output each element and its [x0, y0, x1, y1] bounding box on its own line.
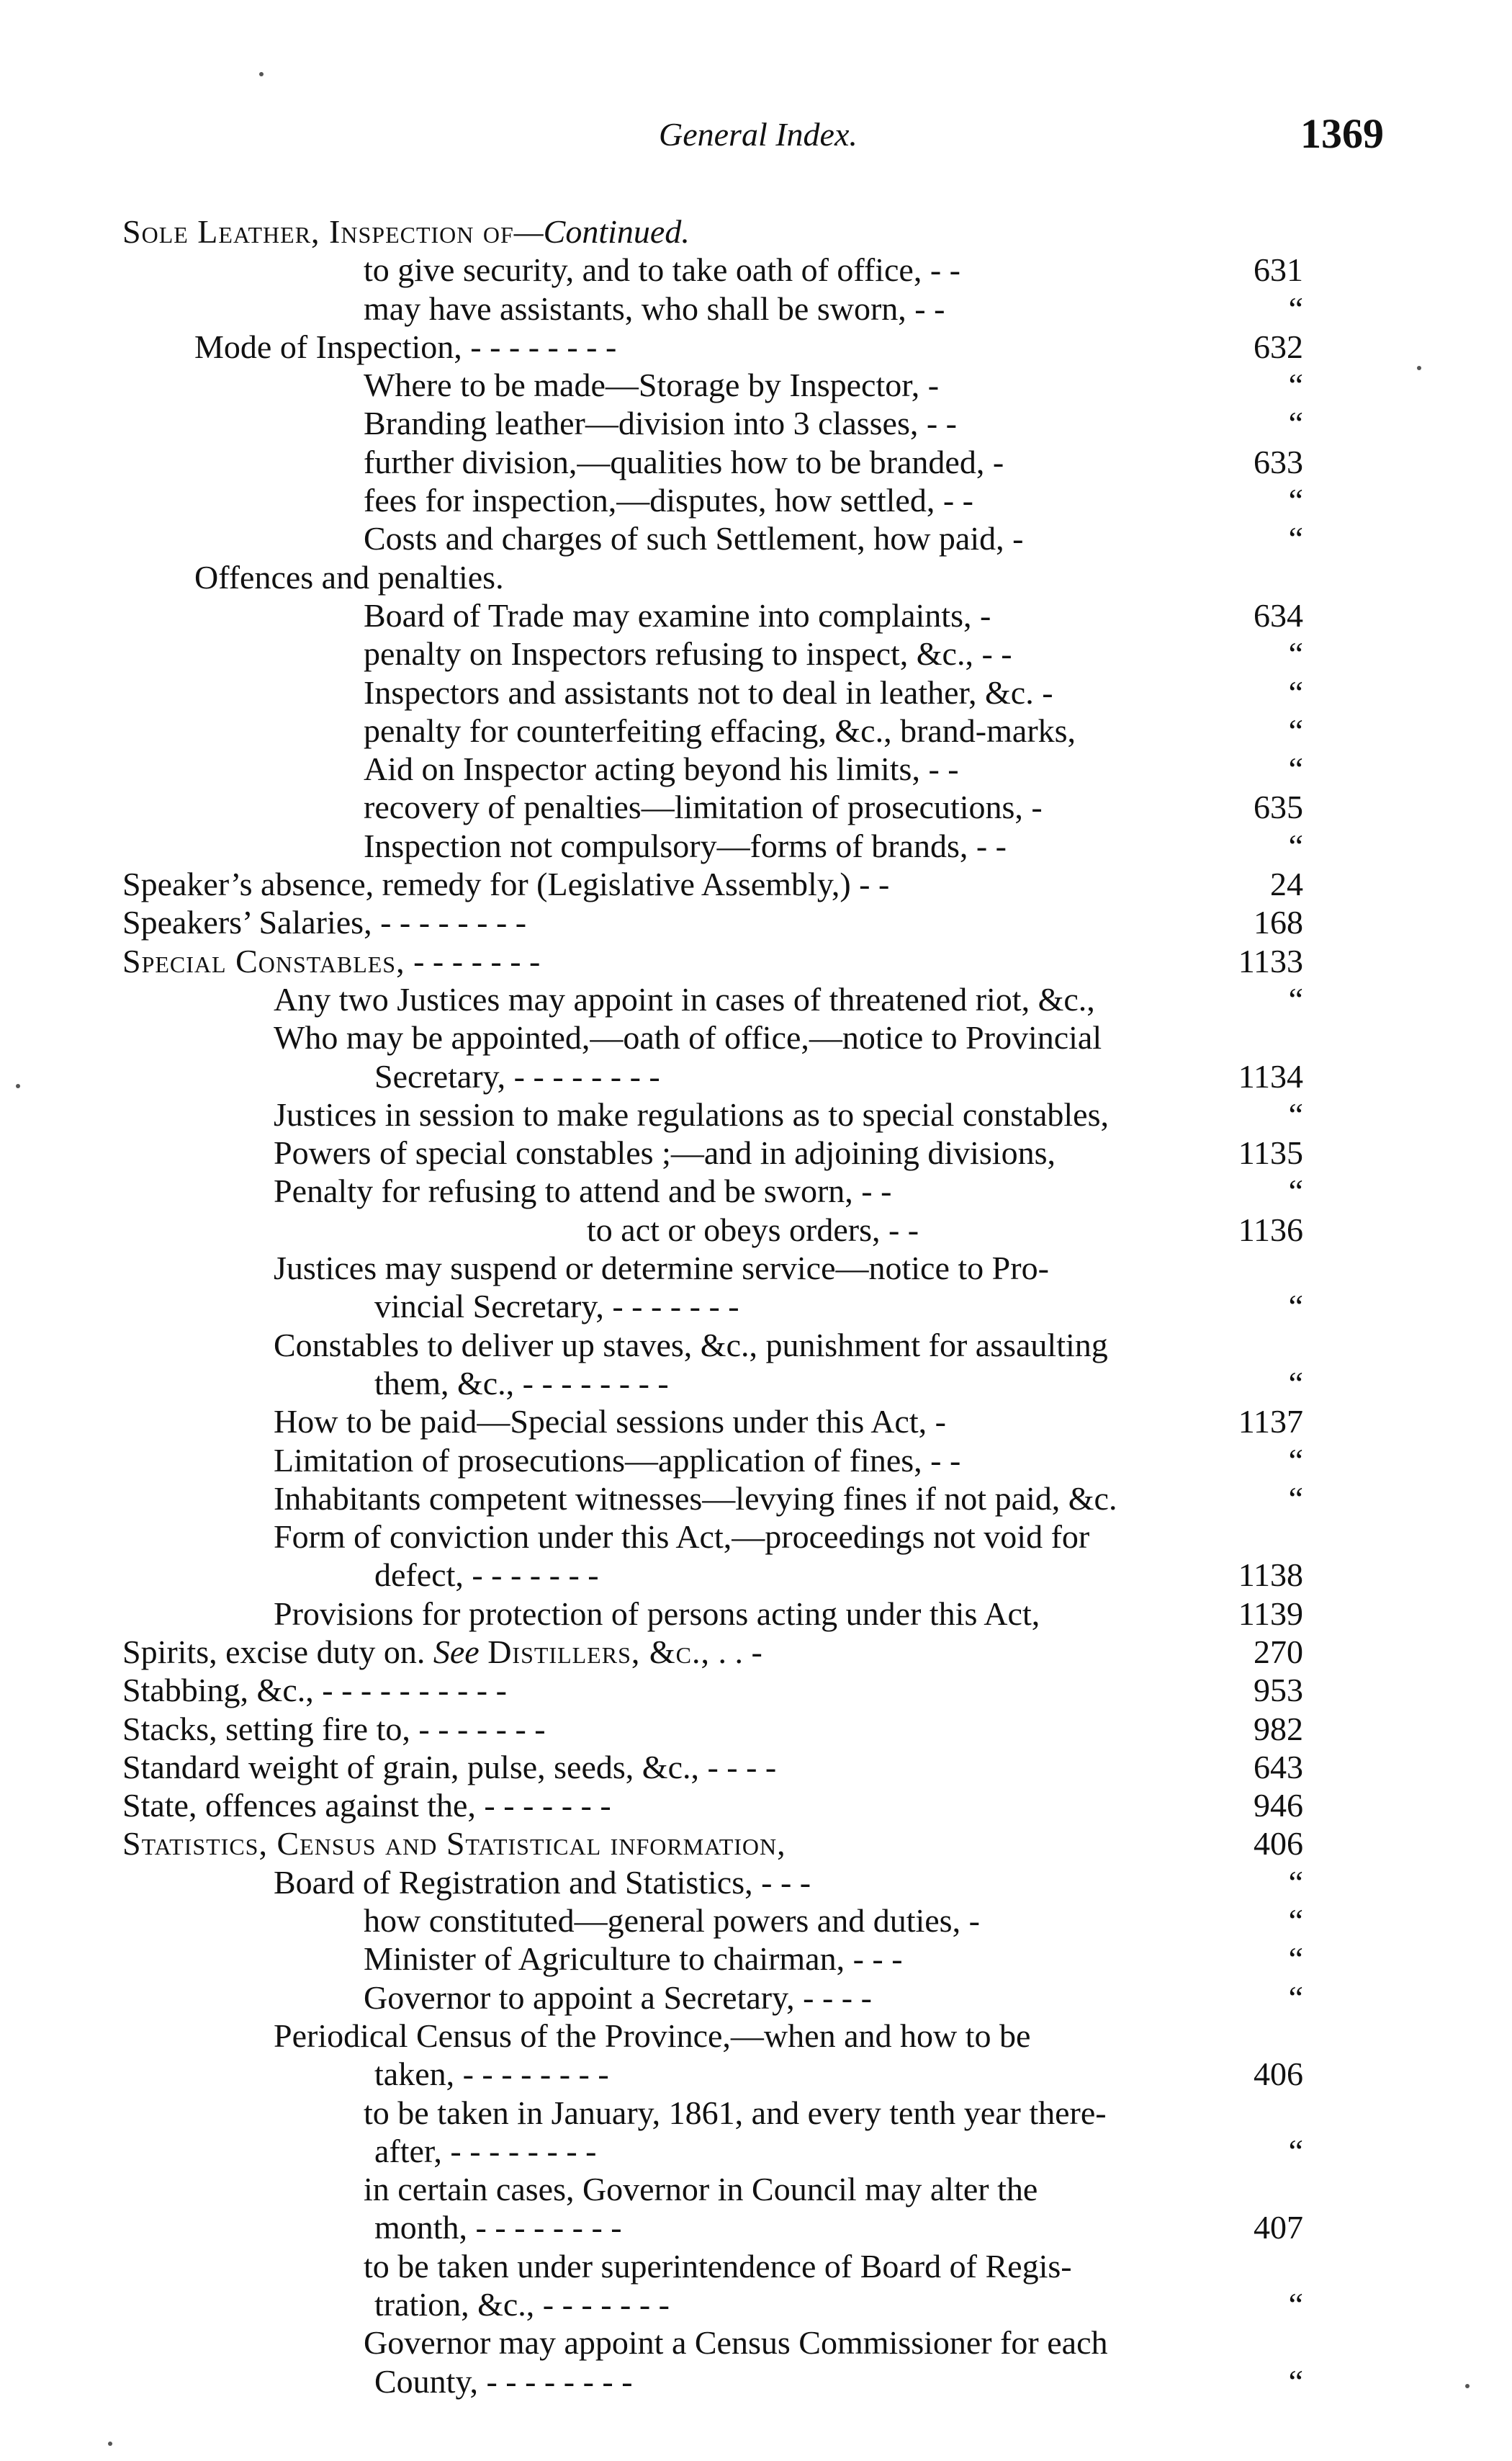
running-head: [0, 110, 1512, 180]
page-title: General Index.: [659, 116, 858, 153]
index-entry: [0, 2055, 1512, 2093]
entry-text: Offences and penalties.: [194, 558, 504, 596]
index-entry: [0, 1556, 1512, 1594]
index-entry: [0, 1748, 1512, 1786]
index-entry-heading: [0, 1824, 1512, 1862]
entry-text: Aid on Inspector acting beyond his limits, - -: [364, 750, 959, 788]
index-entry: [0, 328, 1512, 366]
entry-text: Justices in session to make regulations as to special constables,: [274, 1095, 1109, 1133]
entry-text: Speaker’s absence, remedy for (Legislative Assembly,) - -: [122, 866, 890, 903]
index-entry: [0, 1134, 1512, 1172]
index-entry: [0, 2285, 1512, 2323]
entry-text: Statistics, Census and Statistical information,: [122, 1825, 786, 1862]
entry-text: Who may be appointed,—oath of office,—notice to Provincial: [274, 1019, 1102, 1057]
entry-ref: 643: [1254, 1748, 1303, 1785]
index-entry: [0, 1786, 1512, 1824]
index-entry: [0, 827, 1512, 865]
entry-ref: 634: [1254, 596, 1303, 634]
entry-ref: 946: [1254, 1787, 1303, 1824]
entry-ref: 953: [1254, 1672, 1303, 1709]
entry-ref: “: [1288, 1978, 1303, 2016]
entry-text: Inspectors and assistants not to deal in leather, &c. -: [364, 673, 1053, 711]
entry-text: Any two Justices may appoint in cases of threatened riot, &c.,: [274, 980, 1095, 1018]
index-entry: [0, 2094, 1512, 2132]
print-speck: [259, 72, 264, 76]
entry-text: State, offences against the, - - - - - - -: [122, 1787, 611, 1824]
index-entry: [0, 2017, 1512, 2055]
entry-text: How to be paid—Special sessions under this Act, -: [274, 1403, 946, 1440]
entry-ref: “: [1288, 1364, 1303, 1402]
entry-text: Special Constables,: [122, 942, 405, 980]
index-entry: [0, 596, 1512, 635]
entry-ref: “: [1288, 1288, 1303, 1325]
print-speck: [16, 1084, 20, 1088]
entry-ref: 1135: [1238, 1134, 1303, 1172]
entry-text: Penalty for refusing to attend and be sworn, - -: [274, 1173, 892, 1210]
index-entry: [0, 481, 1512, 519]
index-entry: [0, 1018, 1512, 1057]
entry-text: Branding leather—division into 3 classes, - -: [364, 405, 958, 442]
entry-ref: 270: [1254, 1633, 1303, 1670]
index-entry: [0, 1633, 1512, 1671]
entry-text: Governor to appoint a Secretary, - - - -: [364, 1978, 872, 2016]
entry-ref: 631: [1254, 251, 1303, 289]
entry-ref: 633: [1254, 443, 1303, 480]
index-entry: [0, 1901, 1512, 1940]
entry-text: Periodical Census of the Province,—when and how to be: [274, 2017, 1031, 2054]
entry-ref: 24: [1270, 866, 1303, 903]
entry-ref: “: [1288, 1863, 1303, 1901]
index-entry: [0, 519, 1512, 557]
page-number: 1369: [1300, 110, 1384, 157]
index-entry: [0, 1402, 1512, 1440]
entry-text: Form of conviction under this Act,—proceedings not void for: [274, 1518, 1090, 1556]
entry-text: to be taken under superintendence of Board of Regis-: [364, 2247, 1072, 2285]
entry-ref: 1134: [1238, 1057, 1303, 1095]
entry-text: Where to be made—Storage by Inspector, -: [364, 367, 940, 404]
index-entry: [0, 2170, 1512, 2208]
index-entry: [0, 1595, 1512, 1633]
entry-ref: “: [1288, 290, 1303, 327]
index-entry-heading: [0, 212, 1512, 251]
entry-ref: “: [1288, 367, 1303, 404]
entry-ref: “: [1288, 1479, 1303, 1517]
entry-leader: - - - - - - -: [405, 942, 541, 980]
entry-ref: 406: [1254, 2056, 1303, 2093]
index-entry: [0, 1211, 1512, 1249]
index-entry: [0, 443, 1512, 481]
index-entry: [0, 1172, 1512, 1210]
index-entry: [0, 673, 1512, 712]
index-entry: [0, 865, 1512, 903]
entry-text: Stacks, setting fire to, - - - - - - -: [122, 1710, 546, 1747]
entry-leader: . . -: [709, 1633, 762, 1670]
entry-text: Justices may suspend or determine service—notice to Pro-: [274, 1250, 1049, 1287]
entry-ref: “: [1288, 482, 1303, 519]
entry-continued: —Continued.: [513, 213, 690, 250]
entry-text: Sole Leather, Inspection of: [122, 213, 514, 250]
entry-text: Powers of special constables ;—and in adjoining divisions,: [274, 1134, 1056, 1172]
entry-text: Inspection not compulsory—forms of brands, - -: [364, 827, 1007, 864]
entry-text: Constables to deliver up staves, &c., punishment for assaulting: [274, 1326, 1108, 1363]
entry-text: them, &c., - - - - - - - -: [374, 1364, 669, 1402]
entry-ref: 982: [1254, 1710, 1303, 1747]
entry-text: Spirits, excise duty on.: [122, 1633, 426, 1670]
print-speck: [1465, 2384, 1470, 2388]
entry-text: defect, - - - - - - -: [374, 1556, 599, 1594]
index-entry-heading: [0, 942, 1512, 980]
index-entry: [0, 251, 1512, 289]
entry-see: See: [433, 1633, 480, 1670]
entry-text: Limitation of prosecutions—application of fines, - -: [274, 1441, 961, 1479]
index-entry: [0, 1518, 1512, 1556]
entry-text: Speakers’ Salaries, - - - - - - - -: [122, 904, 527, 941]
entry-cross-ref: Distillers, &c.,: [487, 1633, 710, 1670]
index-entry: [0, 2362, 1512, 2401]
index-entry: [0, 1978, 1512, 2017]
index-entry: [0, 980, 1512, 1018]
index-entry: [0, 1710, 1512, 1748]
entry-text: Governor may appoint a Census Commissioner for each: [364, 2324, 1108, 2362]
entry-text: after, - - - - - - - -: [374, 2132, 597, 2169]
entry-ref: “: [1288, 712, 1303, 749]
entry-ref: 1133: [1238, 942, 1303, 980]
entry-text: Secretary, - - - - - - - -: [374, 1057, 660, 1095]
index-entry: [0, 1095, 1512, 1134]
entry-text: Costs and charges of such Settlement, how paid, -: [364, 520, 1024, 557]
entry-ref: “: [1288, 980, 1303, 1018]
print-speck: [108, 2442, 112, 2446]
index-entry: [0, 290, 1512, 328]
index-entry: [0, 1863, 1512, 1901]
entry-text: Mode of Inspection, - - - - - - - -: [194, 328, 617, 365]
index-entry: [0, 2208, 1512, 2246]
entry-ref: “: [1288, 1095, 1303, 1133]
entry-ref: 1138: [1238, 1556, 1303, 1594]
entry-text: in certain cases, Governor in Council may alter the: [364, 2171, 1038, 2208]
index-entry: [0, 2247, 1512, 2285]
entry-text: Board of Registration and Statistics, - - -: [274, 1863, 811, 1901]
index-entries: [0, 212, 1512, 2401]
entry-text: penalty for counterfeiting effacing, &c., brand-marks,: [364, 712, 1076, 749]
entry-text: Board of Trade may examine into complaints, -: [364, 596, 991, 634]
index-entry: [0, 558, 1512, 596]
index-entry: [0, 1671, 1512, 1709]
entry-ref: 1136: [1238, 1211, 1303, 1248]
index-entry: [0, 1364, 1512, 1402]
entry-ref: “: [1288, 2286, 1303, 2323]
entry-ref: “: [1288, 2132, 1303, 2169]
index-entry: [0, 1249, 1512, 1287]
entry-text: how constituted—general powers and duties, -: [364, 1902, 980, 1940]
entry-text: County, - - - - - - - -: [374, 2362, 633, 2400]
entry-ref: “: [1288, 1940, 1303, 1978]
index-entry: [0, 1287, 1512, 1325]
entry-text: vincial Secretary, - - - - - - -: [374, 1288, 739, 1325]
entry-text: Provisions for protection of persons acting under this Act,: [274, 1595, 1040, 1632]
entry-text: to act or obeys orders, - -: [587, 1211, 919, 1248]
entry-text: month, - - - - - - - -: [374, 2209, 622, 2246]
index-entry: [0, 366, 1512, 404]
index-entry: [0, 404, 1512, 442]
entry-ref: 407: [1254, 2209, 1303, 2246]
entry-ref: “: [1288, 405, 1303, 442]
entry-ref: “: [1288, 1441, 1303, 1479]
index-entry: [0, 903, 1512, 941]
entry-ref: “: [1288, 520, 1303, 557]
entry-text: fees for inspection,—disputes, how settled, - -: [364, 482, 973, 519]
entry-text: Standard weight of grain, pulse, seeds, &c., - - - -: [122, 1748, 777, 1785]
entry-text: Inhabitants competent witnesses—levying fines if not paid, &c.: [274, 1479, 1117, 1517]
entry-text: Minister of Agriculture to chairman, - - -: [364, 1940, 903, 1978]
index-entry: [0, 1326, 1512, 1364]
entry-text: taken, - - - - - - - -: [374, 2056, 609, 2093]
index-entry: [0, 2323, 1512, 2362]
entry-ref: “: [1288, 635, 1303, 673]
index-entry: [0, 1479, 1512, 1518]
index-entry: [0, 2132, 1512, 2170]
index-entry: [0, 1057, 1512, 1095]
entry-ref: “: [1288, 750, 1303, 788]
entry-ref: 1139: [1238, 1595, 1303, 1632]
entry-ref: 635: [1254, 789, 1303, 826]
entry-text: to give security, and to take oath of office, - -: [364, 251, 960, 289]
entry-ref: “: [1288, 1173, 1303, 1210]
entry-ref: “: [1288, 673, 1303, 711]
entry-ref: 632: [1254, 328, 1303, 365]
entry-ref: “: [1288, 827, 1303, 864]
index-entry: [0, 1940, 1512, 1978]
print-speck: [1417, 366, 1421, 370]
entry-text: to be taken in January, 1861, and every tenth year there-: [364, 2094, 1107, 2131]
entry-ref: “: [1288, 2362, 1303, 2400]
entry-ref: 406: [1254, 1825, 1303, 1862]
index-entry: [0, 750, 1512, 788]
entry-text: penalty on Inspectors refusing to inspect, &c., - -: [364, 635, 1012, 673]
entry-ref: 1137: [1238, 1403, 1303, 1440]
entry-text: may have assistants, who shall be sworn, - -: [364, 290, 945, 327]
entry-ref: “: [1288, 1902, 1303, 1940]
index-entry: [0, 1441, 1512, 1479]
entry-text: further division,—qualities how to be branded, -: [364, 443, 1004, 480]
entry-ref: 168: [1254, 904, 1303, 941]
entry-text: recovery of penalties—limitation of prosecutions, -: [364, 789, 1043, 826]
index-entry: [0, 788, 1512, 826]
entry-text: tration, &c., - - - - - - -: [374, 2286, 670, 2323]
index-entry: [0, 712, 1512, 750]
entry-text: Stabbing, &c., - - - - - - - - - -: [122, 1672, 507, 1709]
index-entry: [0, 635, 1512, 673]
